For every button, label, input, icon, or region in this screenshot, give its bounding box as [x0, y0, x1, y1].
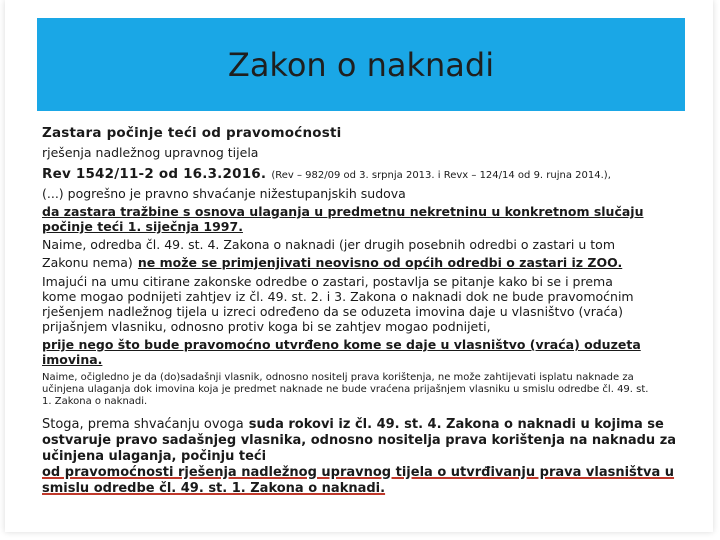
title-banner — [37, 18, 685, 111]
paragraph-6-line-2: ostvaruje pravo sadašnjeg vlasnika, odnosno nositelja prava korištenja na naknadu za — [42, 433, 677, 448]
paragraph-5-line-1: prije nego što bude pravomoćno utvrđeno kome se daje u vlasništvo (vraća) oduzeta — [42, 337, 641, 352]
paragraph-3-line-1: Naime, odredba čl. 49. st. 4. Zakona o naknadi (jer drugih posebnih odredbi o zastari u tom — [42, 237, 616, 252]
paragraph-7-line-1: od pravomoćnosti rješenja nadležnog upravnog tijela o utvrđivanju prava vlasništva u — [42, 465, 675, 480]
note-line-1: Naime, očigledno je da (do)sadašnji vlasnik, odnosno nositelj prava korištenja, ne može zahtijevati isplatu naknade za — [42, 372, 634, 383]
rev-reference — [42, 163, 688, 183]
paragraph-6-line-1 — [42, 413, 688, 433]
slide-title: Zakon o naknadi — [227, 46, 495, 84]
slide-body — [42, 125, 688, 497]
paragraph-7-line-2: smislu odredbe čl. 49. st. 1. Zakona o naknadi. — [42, 481, 386, 496]
paragraph-4-line-1: Imajući na umu citirane zakonske odredbe o zastari, postavlja se pitanje kako bi se i prema — [42, 274, 613, 289]
paragraph-3-bold: ne može se primjenjivati neovisno od općih odredbi o zastari iz ZOO. — [137, 255, 623, 270]
paragraph-2-line-1: da zastara tražbine s osnova ulaganja u predmetnu nekretninu u konkretnom slučaju — [42, 204, 644, 219]
paragraph-3-line-2 — [42, 252, 688, 271]
paragraph-6-line-3: učinjena ulaganja, počinju teći — [42, 449, 267, 464]
paragraph-4-line-2: kome mogao podnijeti zahtjev iz čl. 49. st. 2. i 3. Zakona o naknadi dok ne bude pravomoćnim — [42, 289, 634, 304]
paragraph-3-plain: Zakonu nema) — [42, 255, 133, 270]
paragraph-1: (...) pogrešno je pravno shvaćanje nižestupanjskih sudova — [42, 186, 406, 201]
heading-line-2: rješenja nadležnog upravnog tijela — [42, 145, 259, 160]
paragraph-5-line-2: imovina. — [42, 352, 103, 367]
rev-citations: (Rev – 982/09 od 3. srpnja 2013. i Revx – 124/14 od 9. rujna 2014.), — [271, 170, 611, 181]
note-line-3: 1. Zakona o naknadi. — [42, 396, 148, 407]
paragraph-2-line-2: počinje teći 1. siječnja 1997. — [42, 219, 243, 234]
paragraph-6-bold: suda rokovi iz čl. 49. st. 4. Zakona o naknadi u kojima se — [248, 417, 664, 432]
paragraph-4-line-3: rješenjem nadležnog tijela u izreci određeno da se oduzeta imovina daje u vlasništvo (vraća) — [42, 304, 623, 319]
heading-line-1: Zastara počinje teći od pravomoćnosti — [42, 125, 342, 141]
note-line-2: učinjena ulaganja dok imovina koja je predmet naknade ne bude vraćena prijašnjem vlasniku u smislu odredbe čl. 49. st. — [42, 384, 649, 395]
rev-number: Rev 1542/11-2 od 16.3.2016. — [42, 166, 267, 182]
paragraph-6-plain: Stoga, prema shvaćanju ovoga — [42, 417, 244, 432]
paragraph-4-line-4: prijašnjem vlasniku, odnosno protiv koga bi se zahtjev mogao podnijeti, — [42, 319, 491, 334]
